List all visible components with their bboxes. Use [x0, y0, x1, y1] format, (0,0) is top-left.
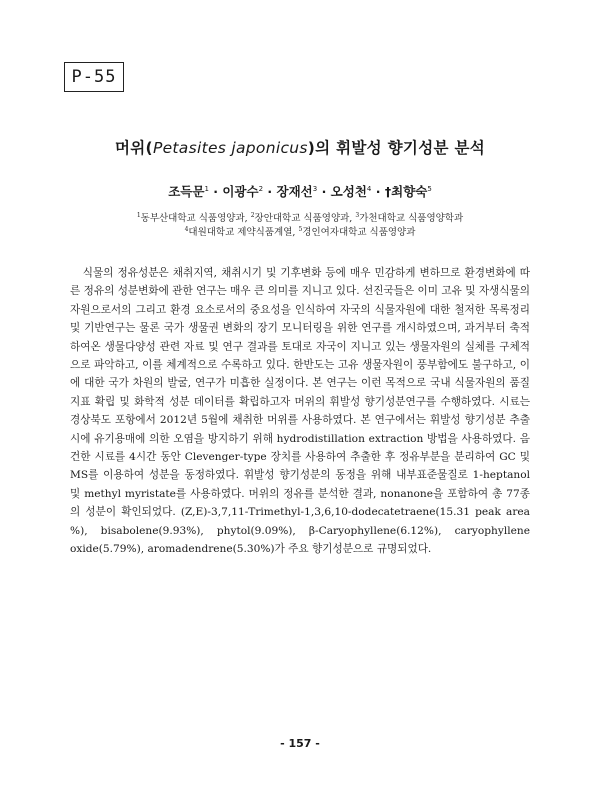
author-sup: 1: [204, 184, 209, 193]
author: 장재선: [276, 184, 313, 199]
author-list: [0, 182, 600, 200]
author: 오성천: [330, 184, 367, 199]
title-prefix: 머위(: [115, 139, 153, 157]
affiliation-sup: 3: [355, 211, 360, 219]
corresponding-author: †최향숙: [384, 184, 428, 199]
author-sup: 4: [366, 184, 372, 193]
author: 조득문: [168, 184, 205, 199]
author-sup: 3: [312, 184, 318, 193]
affiliation: 경인여자대학교 식품영양과: [302, 227, 416, 238]
affiliation-sup: 4: [184, 225, 189, 233]
paper-title: [0, 136, 600, 158]
affiliation: 장안대학교 식품영양과,: [254, 213, 353, 224]
author-sup: 2: [258, 184, 264, 193]
title-scientific-name: Petasites japonicus: [152, 139, 308, 157]
author-separator: ·: [208, 184, 223, 199]
affiliation-sup: 1: [136, 211, 141, 219]
author-separator: ·: [371, 184, 385, 199]
affiliation-line-1: [0, 210, 600, 224]
affiliation: 대원대학교 제약식품계열,: [188, 227, 296, 238]
author-separator: ·: [263, 184, 277, 199]
page-number: - 157 -: [280, 737, 320, 750]
affiliation-sup: 5: [298, 225, 303, 233]
affiliation-line-2: [0, 224, 600, 238]
title-suffix: )의 휘발성 향기성분 분석: [307, 139, 485, 157]
affiliation: 가천대학교 식품영양학과: [359, 213, 464, 224]
affiliation-sup: 2: [250, 211, 255, 219]
abstract-text: 식물의 정유성분은 채취지역, 채취시기 및 기후변화 등에 매우 민감하게 변하므로 환경변화에 따른 정유의 성분변화에 관한 연구는 매우 큰 의미를 지니고 있다. 선진국들은 이미 고유 및 자생식물의 자원으로서의 그리고 환경 요소로서의 중요성을 인식하여 자국의 식물자원에 대한 철저한 목록정리 및 기반연구는 물론 국가 생물권 변화의 장기 모니터링을 위한 연구를 개시하였으며, 과거부터 축적하여온 생물다양성 관련 자료 및 연구 결과를 토대로 자국이 지니고 있는 생물자원의 실체를 구체적으로 파악하고, 이를 체계적으로 수록하고 있다. 한반도는 고유 생물자원이 풍부함에도 불구하고, 이에 대한 국가 차원의 발굴, 연구가 미흡한 실정이다. 본 연구는 이런 목적으로 국내 식물자원의 품질지표 확립 및 화학적 성분 데이터를 확립하고자 머위의 휘발성 향기성분연구를 수행하였다. 시료는 경상북도 포항에서 2012년 5월에 채취한 머위를 사용하였다. 본 연구에서는 휘발성 향기성분 추출시에 유기용매에 의한 오염을 방지하기 위해 hydrodistillation extraction 방법을 사용하였다. 음건한 시료를 4시간 동안 Clevenger-type 장치를 사용하여 추출한 후 정유부분을 분리하여 GC 및 MS를 이용하여 성분을 동정하였다. 휘발성 향기성분의 동정을 위해 내부표준물질로 1-heptanol 및 methyl myristate를 사용하였다. 머위의 정유를 분석한 결과, nonanone을 포함하여 총 77종의 성분이 확인되었다. (Z,E)-3,7,11-Trimethyl-1,3,6,10-dodecatetraene(15.31 peak area %), bisabolene(9.93%), phytol(9.09%), β-Caryophyllene(6.12%), caryophyllene oxide(5.79%), aromadendrene(5.30%)가 주요 향기성분으로 규명되었다.: [70, 267, 530, 556]
poster-id: P-55: [64, 62, 124, 92]
author-sup: 5: [427, 184, 432, 193]
affiliation: 동부산대학교 식품영양과,: [140, 213, 248, 224]
abstract: [70, 264, 530, 559]
author-separator: ·: [317, 184, 331, 199]
author: 이광수: [222, 184, 259, 199]
